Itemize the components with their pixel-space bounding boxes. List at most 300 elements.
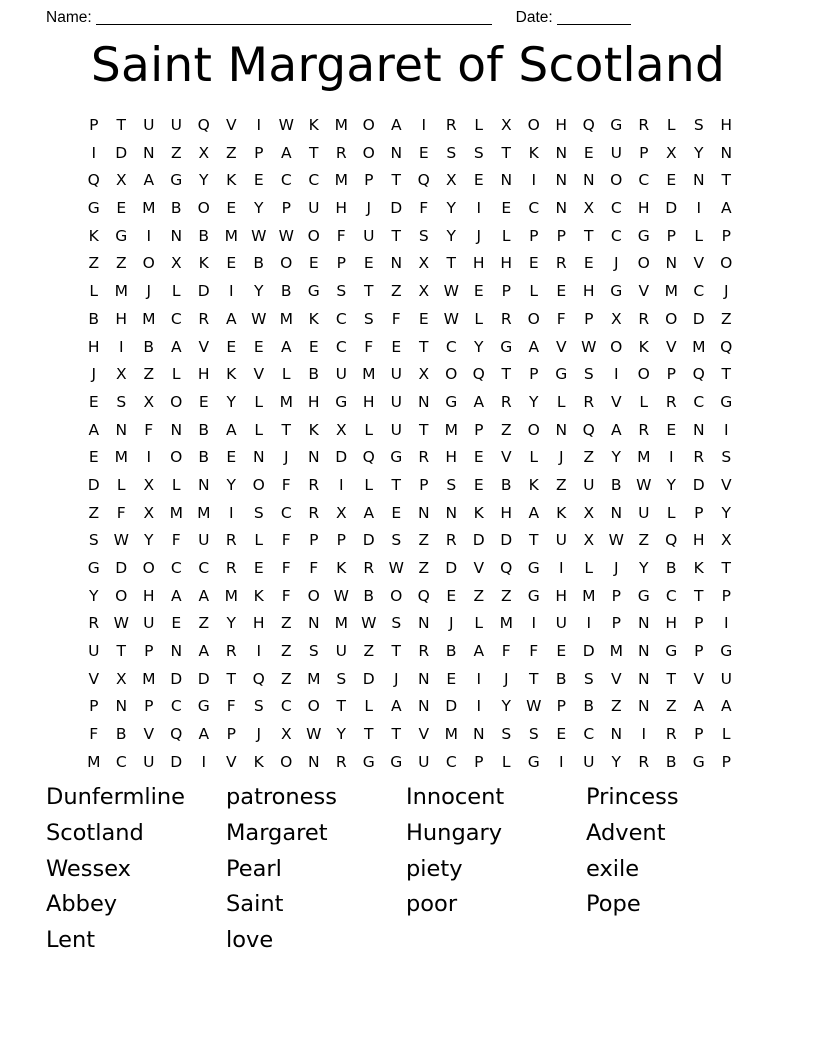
grid-cell[interactable]: D [390, 199, 403, 218]
grid-cell[interactable]: M [224, 586, 238, 605]
grid-cell[interactable]: P [144, 697, 154, 716]
grid-cell[interactable]: G [555, 365, 568, 384]
grid-cell[interactable]: D [472, 531, 485, 550]
grid-cell[interactable]: E [88, 448, 99, 467]
grid-cell[interactable]: P [556, 226, 566, 245]
grid-cell[interactable]: J [393, 669, 399, 688]
grid-cell[interactable]: Q [417, 586, 430, 605]
grid-cell[interactable]: K [308, 116, 319, 134]
grid-cell[interactable]: K [198, 254, 209, 273]
grid-cell[interactable]: C [610, 199, 622, 218]
grid-cell[interactable]: N [307, 752, 320, 771]
grid-cell[interactable]: F [281, 586, 291, 605]
grid-cell[interactable]: F [419, 199, 429, 218]
grid-cell[interactable]: C [528, 199, 540, 218]
grid-cell[interactable]: I [256, 116, 262, 134]
grid-cell[interactable]: O [170, 392, 183, 411]
grid-cell[interactable]: T [116, 642, 126, 661]
grid-cell[interactable]: O [280, 752, 293, 771]
grid-cell[interactable]: N [500, 171, 513, 190]
grid-cell[interactable]: O [527, 116, 540, 134]
grid-cell[interactable]: N [170, 226, 183, 245]
grid-cell[interactable]: R [418, 642, 430, 661]
grid-cell[interactable]: Y [611, 448, 621, 467]
grid-cell[interactable]: L [501, 226, 511, 245]
grid-cell[interactable]: H [142, 586, 155, 605]
grid-cell[interactable]: V [473, 559, 485, 577]
grid-cell[interactable]: K [253, 586, 264, 605]
grid-cell[interactable]: A [88, 420, 100, 439]
grid-cell[interactable]: X [418, 365, 430, 384]
grid-cell[interactable]: G [637, 586, 650, 605]
grid-cell[interactable]: A [363, 503, 375, 522]
grid-cell[interactable]: I [201, 752, 207, 771]
grid-cell[interactable]: D [170, 669, 183, 688]
grid-cell[interactable]: A [473, 392, 485, 411]
grid-cell[interactable]: J [448, 614, 454, 633]
grid-cell[interactable]: I [696, 199, 702, 218]
grid-cell[interactable]: P [226, 725, 236, 744]
word-list-item[interactable]: Hungary [406, 819, 503, 846]
grid-cell[interactable]: N [390, 143, 403, 162]
grid-cell[interactable]: M [114, 282, 128, 301]
grid-cell[interactable]: R [665, 392, 677, 411]
grid-cell[interactable]: H [197, 365, 210, 384]
grid-cell[interactable]: C [610, 226, 622, 245]
grid-cell[interactable]: X [335, 503, 347, 522]
grid-cell[interactable]: H [665, 614, 678, 633]
grid-cell[interactable]: Z [500, 586, 512, 605]
grid-cell[interactable]: A [198, 642, 210, 661]
grid-cell[interactable]: W [526, 697, 542, 716]
word-list-item[interactable]: piety [406, 855, 463, 882]
grid-cell[interactable]: A [170, 586, 182, 605]
grid-cell[interactable]: L [364, 697, 374, 716]
grid-cell[interactable]: G [665, 642, 678, 661]
grid-cell[interactable]: H [692, 531, 705, 550]
grid-cell[interactable]: R [363, 559, 375, 577]
grid-cell[interactable]: G [720, 642, 733, 661]
grid-cell[interactable]: S [501, 725, 512, 744]
grid-cell[interactable]: I [558, 559, 564, 577]
word-list-item[interactable]: Dunfermline [46, 784, 185, 810]
grid-cell[interactable]: N [692, 420, 705, 439]
grid-cell[interactable]: Q [582, 116, 595, 134]
grid-cell[interactable]: P [639, 143, 649, 162]
grid-cell[interactable]: M [279, 392, 293, 411]
grid-cell[interactable]: M [362, 365, 376, 384]
grid-cell[interactable]: A [225, 309, 237, 328]
grid-cell[interactable]: G [527, 586, 540, 605]
grid-cell[interactable]: A [198, 586, 210, 605]
grid-cell[interactable]: A [528, 503, 540, 522]
grid-cell[interactable]: B [115, 725, 127, 744]
word-list-item[interactable]: Advent [586, 819, 666, 846]
grid-cell[interactable]: G [610, 116, 623, 134]
grid-cell[interactable]: L [254, 531, 264, 550]
grid-cell[interactable]: M [197, 503, 211, 522]
grid-cell[interactable]: O [637, 365, 650, 384]
grid-cell[interactable]: S [88, 531, 99, 550]
grid-cell[interactable]: Z [88, 254, 100, 273]
grid-cell[interactable]: E [308, 337, 319, 356]
grid-cell[interactable]: U [583, 475, 595, 494]
grid-cell[interactable]: B [583, 697, 595, 716]
grid-cell[interactable]: X [583, 503, 595, 522]
grid-cell[interactable]: S [391, 614, 402, 633]
grid-cell[interactable]: C [693, 392, 705, 411]
grid-cell[interactable]: X [583, 199, 595, 218]
grid-cell[interactable]: C [335, 337, 347, 356]
grid-cell[interactable]: T [336, 697, 346, 716]
grid-cell[interactable]: U [418, 752, 430, 771]
grid-cell[interactable]: Z [88, 503, 100, 522]
grid-cell[interactable]: L [171, 282, 181, 301]
grid-cell[interactable]: E [418, 143, 429, 162]
grid-cell[interactable]: I [256, 642, 262, 661]
grid-cell[interactable]: B [308, 365, 320, 384]
grid-cell[interactable]: E [226, 199, 237, 218]
grid-cell[interactable]: V [693, 669, 705, 688]
grid-cell[interactable]: P [556, 697, 566, 716]
grid-cell[interactable]: E [556, 725, 567, 744]
grid-cell[interactable]: P [611, 614, 621, 633]
grid-cell[interactable]: Q [500, 559, 513, 577]
grid-cell[interactable]: G [527, 559, 540, 577]
date-blank-line[interactable] [557, 10, 631, 25]
grid-cell[interactable]: W [636, 475, 652, 494]
grid-cell[interactable]: O [665, 309, 678, 328]
grid-cell[interactable]: K [253, 752, 264, 771]
grid-cell[interactable]: M [142, 669, 156, 688]
grid-cell[interactable]: R [555, 254, 567, 273]
grid-cell[interactable]: G [115, 226, 128, 245]
grid-cell[interactable]: B [445, 642, 457, 661]
grid-cell[interactable]: T [721, 171, 731, 190]
grid-cell[interactable]: C [665, 586, 677, 605]
grid-cell[interactable]: K [308, 420, 319, 439]
grid-cell[interactable]: I [558, 752, 564, 771]
grid-cell[interactable]: T [419, 337, 429, 356]
grid-cell[interactable]: Y [611, 752, 621, 771]
grid-cell[interactable]: O [362, 116, 375, 134]
grid-cell[interactable]: Q [87, 171, 100, 190]
grid-cell[interactable]: E [418, 309, 429, 328]
grid-cell[interactable]: W [388, 559, 404, 577]
grid-cell[interactable]: R [638, 752, 650, 771]
grid-cell[interactable]: G [390, 752, 403, 771]
grid-cell[interactable]: M [334, 614, 348, 633]
grid-cell[interactable]: O [720, 254, 733, 273]
grid-cell[interactable]: F [391, 309, 401, 328]
grid-cell[interactable]: N [637, 669, 650, 688]
grid-cell[interactable]: Q [720, 337, 733, 356]
grid-cell[interactable]: M [114, 448, 128, 467]
grid-cell[interactable]: Q [582, 420, 595, 439]
grid-cell[interactable]: W [306, 725, 322, 744]
grid-cell[interactable]: L [171, 475, 181, 494]
grid-cell[interactable]: M [334, 116, 348, 134]
grid-cell[interactable]: F [144, 420, 154, 439]
grid-cell[interactable]: U [198, 531, 210, 550]
grid-cell[interactable]: Y [226, 614, 236, 633]
grid-cell[interactable]: M [664, 282, 678, 301]
grid-cell[interactable]: O [362, 143, 375, 162]
grid-cell[interactable]: M [169, 503, 183, 522]
grid-cell[interactable]: C [638, 171, 650, 190]
grid-cell[interactable]: E [391, 337, 402, 356]
grid-cell[interactable]: U [638, 503, 650, 522]
grid-cell[interactable]: P [309, 531, 319, 550]
grid-cell[interactable]: O [445, 365, 458, 384]
grid-cell[interactable]: Q [692, 365, 705, 384]
grid-cell[interactable]: S [583, 365, 594, 384]
grid-cell[interactable]: A [610, 420, 622, 439]
grid-cell[interactable]: T [446, 254, 456, 273]
grid-cell[interactable]: C [335, 309, 347, 328]
grid-cell[interactable]: I [146, 226, 152, 245]
grid-cell[interactable]: A [473, 642, 485, 661]
grid-cell[interactable]: D [362, 669, 375, 688]
grid-cell[interactable]: K [528, 143, 539, 162]
grid-cell[interactable]: H [500, 503, 513, 522]
grid-cell[interactable]: B [500, 475, 512, 494]
grid-cell[interactable]: H [335, 199, 348, 218]
grid-cell[interactable]: X [115, 171, 127, 190]
grid-cell[interactable]: N [665, 254, 678, 273]
grid-cell[interactable]: B [88, 309, 100, 328]
grid-cell[interactable]: J [613, 559, 619, 577]
grid-cell[interactable]: T [364, 725, 374, 744]
grid-cell[interactable]: D [500, 531, 513, 550]
grid-cell[interactable]: X [143, 392, 155, 411]
grid-cell[interactable]: N [610, 503, 623, 522]
grid-cell[interactable]: G [307, 282, 320, 301]
grid-cell[interactable]: B [555, 669, 567, 688]
grid-cell[interactable]: P [529, 365, 539, 384]
grid-cell[interactable]: T [226, 669, 236, 688]
grid-cell[interactable]: E [528, 254, 539, 273]
grid-cell[interactable]: Q [472, 365, 485, 384]
grid-cell[interactable]: I [723, 420, 729, 439]
grid-cell[interactable]: F [281, 559, 291, 577]
grid-cell[interactable]: X [143, 503, 155, 522]
grid-cell[interactable]: Y [89, 586, 99, 605]
grid-cell[interactable]: O [142, 559, 155, 577]
grid-cell[interactable]: W [361, 614, 377, 633]
grid-cell[interactable]: R [88, 614, 100, 633]
grid-cell[interactable]: C [115, 752, 127, 771]
grid-cell[interactable]: T [529, 531, 539, 550]
grid-cell[interactable]: K [226, 171, 237, 190]
grid-cell[interactable]: P [584, 309, 594, 328]
grid-cell[interactable]: P [419, 475, 429, 494]
grid-cell[interactable]: V [225, 752, 237, 771]
grid-cell[interactable]: F [501, 642, 511, 661]
grid-cell[interactable]: C [308, 171, 320, 190]
grid-cell[interactable]: X [500, 116, 512, 134]
grid-cell[interactable]: E [446, 669, 457, 688]
grid-cell[interactable]: V [225, 116, 237, 134]
grid-cell[interactable]: M [499, 614, 513, 633]
grid-cell[interactable]: G [720, 392, 733, 411]
grid-cell[interactable]: T [721, 365, 731, 384]
grid-cell[interactable]: C [693, 282, 705, 301]
grid-cell[interactable]: U [720, 669, 732, 688]
grid-cell[interactable]: O [280, 254, 293, 273]
grid-cell[interactable]: T [391, 642, 401, 661]
grid-cell[interactable]: Q [252, 669, 265, 688]
grid-cell[interactable]: L [556, 392, 566, 411]
grid-cell[interactable]: I [91, 143, 97, 162]
grid-cell[interactable]: V [253, 365, 265, 384]
grid-cell[interactable]: C [280, 697, 292, 716]
grid-cell[interactable]: X [665, 143, 677, 162]
grid-cell[interactable]: S [391, 531, 402, 550]
grid-cell[interactable]: S [336, 669, 347, 688]
grid-cell[interactable]: S [583, 669, 594, 688]
grid-cell[interactable]: A [528, 337, 540, 356]
grid-cell[interactable]: Z [115, 254, 127, 273]
grid-cell[interactable]: U [170, 116, 182, 134]
grid-cell[interactable]: Z [280, 614, 292, 633]
grid-cell[interactable]: Z [638, 531, 650, 550]
grid-cell[interactable]: I [146, 448, 152, 467]
grid-cell[interactable]: D [170, 752, 183, 771]
grid-cell[interactable]: N [115, 697, 128, 716]
grid-cell[interactable]: V [720, 475, 732, 494]
grid-cell[interactable]: S [446, 475, 457, 494]
grid-cell[interactable]: P [89, 116, 99, 134]
grid-cell[interactable]: V [610, 669, 622, 688]
grid-cell[interactable]: R [500, 392, 512, 411]
grid-cell[interactable]: T [309, 143, 319, 162]
grid-cell[interactable]: O [390, 586, 403, 605]
name-blank-line[interactable] [96, 10, 492, 25]
grid-cell[interactable]: J [476, 226, 482, 245]
grid-cell[interactable]: O [637, 254, 650, 273]
grid-cell[interactable]: K [473, 503, 484, 522]
grid-cell[interactable]: A [693, 697, 705, 716]
grid-cell[interactable]: O [115, 586, 128, 605]
grid-cell[interactable]: N [115, 420, 128, 439]
grid-cell[interactable]: U [555, 614, 567, 633]
grid-cell[interactable]: R [693, 448, 705, 467]
grid-cell[interactable]: U [143, 614, 155, 633]
grid-cell[interactable]: T [391, 226, 401, 245]
grid-cell[interactable]: E [666, 171, 677, 190]
grid-cell[interactable]: T [364, 282, 374, 301]
grid-cell[interactable]: I [641, 725, 647, 744]
grid-cell[interactable]: R [225, 642, 237, 661]
grid-cell[interactable]: O [142, 254, 155, 273]
grid-cell[interactable]: P [144, 642, 154, 661]
grid-cell[interactable]: P [501, 282, 511, 301]
grid-cell[interactable]: X [143, 475, 155, 494]
grid-cell[interactable]: B [253, 254, 265, 273]
grid-cell[interactable]: U [335, 365, 347, 384]
grid-cell[interactable]: E [253, 171, 264, 190]
grid-cell[interactable]: B [665, 559, 677, 577]
grid-cell[interactable]: R [335, 752, 347, 771]
grid-cell[interactable]: D [115, 143, 128, 162]
grid-cell[interactable]: E [473, 475, 484, 494]
grid-cell[interactable]: Y [254, 282, 264, 301]
grid-cell[interactable]: B [143, 337, 155, 356]
grid-cell[interactable]: M [279, 309, 293, 328]
grid-cell[interactable]: J [503, 669, 509, 688]
grid-cell[interactable]: Z [170, 143, 182, 162]
grid-cell[interactable]: E [226, 337, 237, 356]
grid-cell[interactable]: M [142, 199, 156, 218]
grid-cell[interactable]: Z [280, 669, 292, 688]
grid-cell[interactable]: Z [143, 365, 155, 384]
grid-cell[interactable]: I [118, 337, 124, 356]
grid-cell[interactable]: A [225, 420, 237, 439]
grid-cell[interactable]: U [390, 392, 402, 411]
grid-cell[interactable]: W [278, 116, 294, 134]
grid-cell[interactable]: G [637, 226, 650, 245]
grid-cell[interactable]: D [665, 199, 678, 218]
grid-cell[interactable]: Y [446, 226, 456, 245]
grid-cell[interactable]: A [390, 697, 402, 716]
grid-cell[interactable]: N [307, 448, 320, 467]
grid-cell[interactable]: Y [639, 559, 649, 577]
grid-cell[interactable]: P [89, 697, 99, 716]
grid-cell[interactable]: N [555, 143, 568, 162]
grid-cell[interactable]: B [198, 420, 210, 439]
grid-cell[interactable]: J [723, 282, 729, 301]
grid-cell[interactable]: C [280, 171, 292, 190]
grid-cell[interactable]: K [308, 309, 319, 328]
grid-cell[interactable]: Q [417, 171, 430, 190]
grid-cell[interactable]: U [308, 199, 320, 218]
word-list-item[interactable]: Margaret [226, 819, 328, 846]
grid-cell[interactable]: D [692, 475, 705, 494]
grid-cell[interactable]: F [281, 531, 291, 550]
grid-cell[interactable]: S [528, 725, 539, 744]
grid-cell[interactable]: S [253, 697, 264, 716]
grid-cell[interactable]: Q [362, 448, 375, 467]
grid-cell[interactable]: F [556, 309, 566, 328]
grid-cell[interactable]: C [280, 503, 292, 522]
word-list-item[interactable]: Innocent [406, 784, 505, 810]
grid-cell[interactable]: I [338, 475, 344, 494]
word-search-grid[interactable] [80, 112, 740, 777]
grid-cell[interactable]: E [308, 254, 319, 273]
grid-cell[interactable]: B [665, 752, 677, 771]
grid-cell[interactable]: Z [198, 614, 210, 633]
grid-cell[interactable]: A [280, 337, 292, 356]
grid-cell[interactable]: P [721, 586, 731, 605]
grid-cell[interactable]: D [87, 475, 100, 494]
grid-cell[interactable]: O [307, 226, 320, 245]
word-list-item[interactable]: love [226, 927, 274, 954]
grid-cell[interactable]: T [281, 420, 291, 439]
grid-cell[interactable]: R [308, 503, 320, 522]
grid-cell[interactable]: K [556, 503, 567, 522]
grid-cell[interactable]: M [224, 226, 238, 245]
grid-cell[interactable]: A [170, 337, 182, 356]
grid-cell[interactable]: F [89, 725, 99, 744]
grid-cell[interactable]: X [418, 254, 430, 273]
grid-cell[interactable]: I [228, 282, 234, 301]
grid-cell[interactable]: N [637, 697, 650, 716]
grid-cell[interactable]: T [391, 475, 401, 494]
grid-cell[interactable]: N [637, 642, 650, 661]
grid-cell[interactable]: B [198, 448, 210, 467]
grid-cell[interactable]: S [446, 143, 457, 162]
